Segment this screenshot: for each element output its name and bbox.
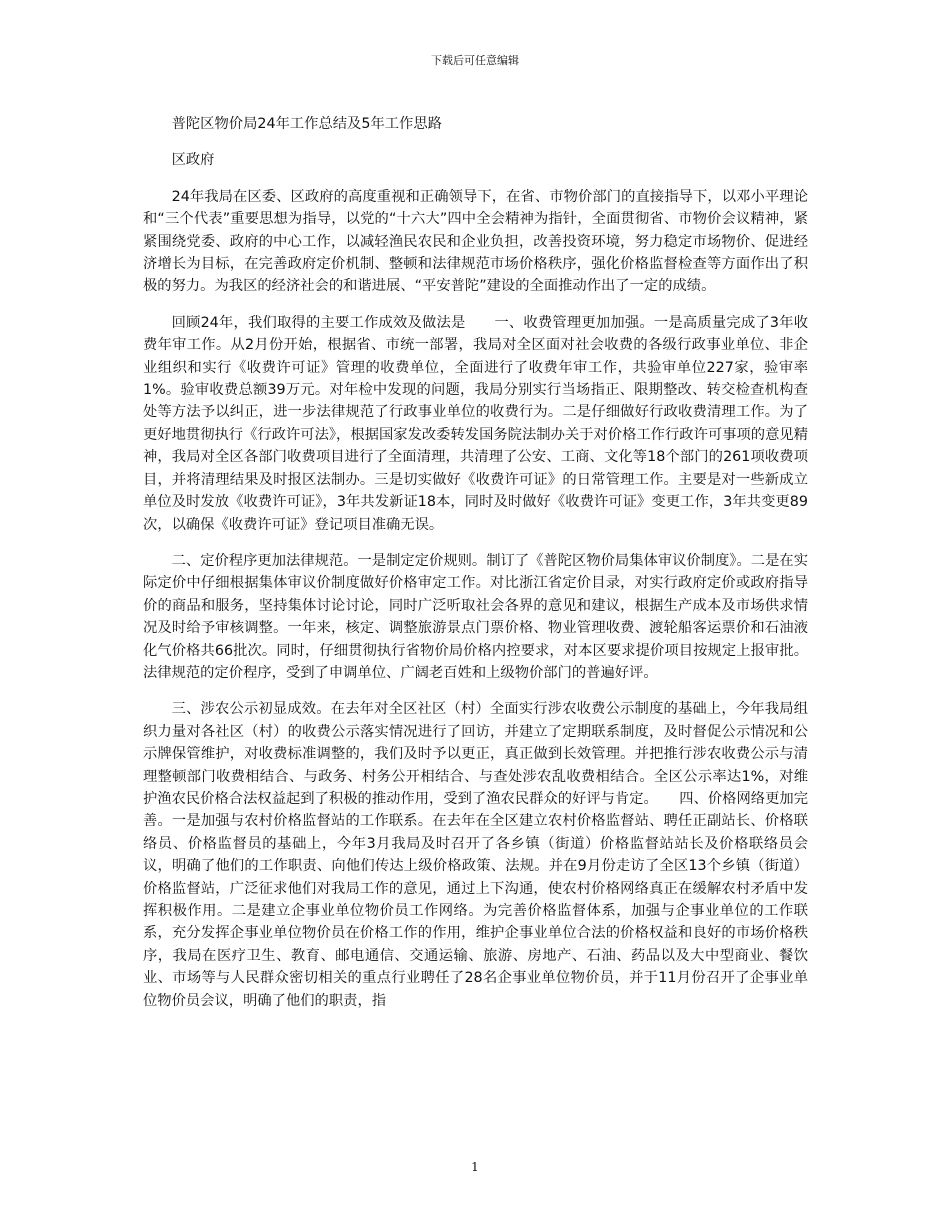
document-title: 普陀区物价局24年工作总结及5年工作思路 [171, 116, 442, 132]
page-number: 1 [471, 1160, 479, 1174]
paragraph-intro: 24年我局在区委、区政府的高度重视和正确领导下，在省、市物价部门的直接指导下，以邓小平理论和“三个代表”重要思想为指导，以党的“十六大”四中全会精神为指针，全面贯彻省、市物价会议精神，紧紧围绕党委、政府的中心工作，以减轻渔民农民和企业负担，改善投资环境，努力稳定市场物价、促进经济增长为目标，在完善政府定价机制、整顿和法律规范市场价格秩序，强化价格监督检查等方面作出了积极的努力。为我区的经济社会的和谐进展、“平安普陀”建设的全面推动作出了一定的成绩。 [143, 188, 808, 295]
paragraph-fee-management: 回顾24年，我们取得的主要工作成效及做法是 一、收费管理更加加强。一是高质量完成了3年收费年审工作。从2月份开始，根据省、市统一部署，我局对全区面对社会收费的各级行政事业单位、非企业组织和实行《收费许可证》管理的收费单位，全面进行了收费年审工作，共验审单位227家，验审率1%。验审收费总额39万元。对年检中发现的问题，我局分别实行当场指正、限期整改、转交检查机构查处等方法予以纠正，进一步法律规范了行政事业单位的收费行为。二是仔细做好行政收费清理工作。为了更好地贯彻执行《行政许可法》，根据国家发改委转发国务院法制办关于对价格工作行政许可事项的意见精神，我局对全区各部门收费项目进行了全面清理，共清理了公安、工商、文化等18个部门的261项收费项目，并将清理结果及时报区法制办。三是切实做好《收费许可证》的日常管理工作。主要是对一些新成立单位及时发放《收费许可证》，3年共发新证18本，同时及时做好《收费许可证》变更工作，3年共变更89次，以确保《收费许可证》登记项目准确无误。 [143, 314, 808, 533]
page-header-note: 下载后可任意编辑 [431, 54, 519, 67]
document-body [143, 113, 808, 1026]
document-recipient: 区政府 [171, 152, 215, 169]
paragraph-agricultural-disclosure: 三、涉农公示初显成效。在去年对全区社区（村）全面实行涉农收费公示制度的基础上，今年我局组织力量对各社区（村）的收费公示落实情况进行了回访，并建立了定期联系制度，及时督促公示情况和公示牌保管维护，对收费标准调整的，我们及时予以更正，真正做到长效管理。并把推行涉农收费公示与清理整顿部门收费相结合、与政务、村务公开相结合、与查处涉农乱收费相结合。全区公示率达1%，对维护渔农民价格合法权益起到了积极的推动作用，受到了渔农民群众的好评与肯定。 四、价格网络更加完善。一是加强与农村价格监督站的工作联系。在去年在全区建立农村价格监督站、聘任正副站长、价格联络员、价格监督员的基础上，今年3月我局及时召开了各乡镇（街道）价格监督站站长及价格联络员会议，明确了他们的工作职责、向他们传达上级价格政策、法规。并在9月份走访了全区13个乡镇（街道）价格监督站，广泛征求他们对我局工作的意见，通过上下沟通，使农村价格网络真正在缓解农村矛盾中发挥积极作用。二是建立企事业单位物价员工作网络。为完善价格监督体系，加强与企事业单位的工作联系，充分发挥企事业单位物价员在价格工作的作用，维护企事业单位合法的价格权益和良好的市场价格秩序，我局在医疗卫生、教育、邮电通信、交通运输、旅游、房地产、石油、药品以及大中型商业、餐饮业、市场等与人民群众密切相关的重点行业聘任了28名企事业单位物价员，并于11月份召开了企事业单位物价员会议，明确了他们的职责，指 [143, 701, 808, 1009]
paragraph-pricing-procedure: 二、定价程序更加法律规范。一是制定定价规则。制订了《普陀区物价局集体审议价制度》。二是在实际定价中仔细根据集体审议价制度做好价格审定工作。对比浙江省定价目录，对实行政府定价或政府指导价的商品和服务，坚持集体讨论讨论，同时广泛听取社会各界的意见和建议，根据生产成本及市场供求情况及时给予审核调整。一年来，核定、调整旅游景点门票价格、物业管理收费、渡轮船客运票价和石油液化气价格共66批次。同时，仔细贯彻执行省物价局价格内控要求，对本区要求提价项目按规定上报审批。法律规范的定价程序，受到了申调单位、广阔老百姓和上级物价部门的普遍好评。 [143, 552, 808, 681]
